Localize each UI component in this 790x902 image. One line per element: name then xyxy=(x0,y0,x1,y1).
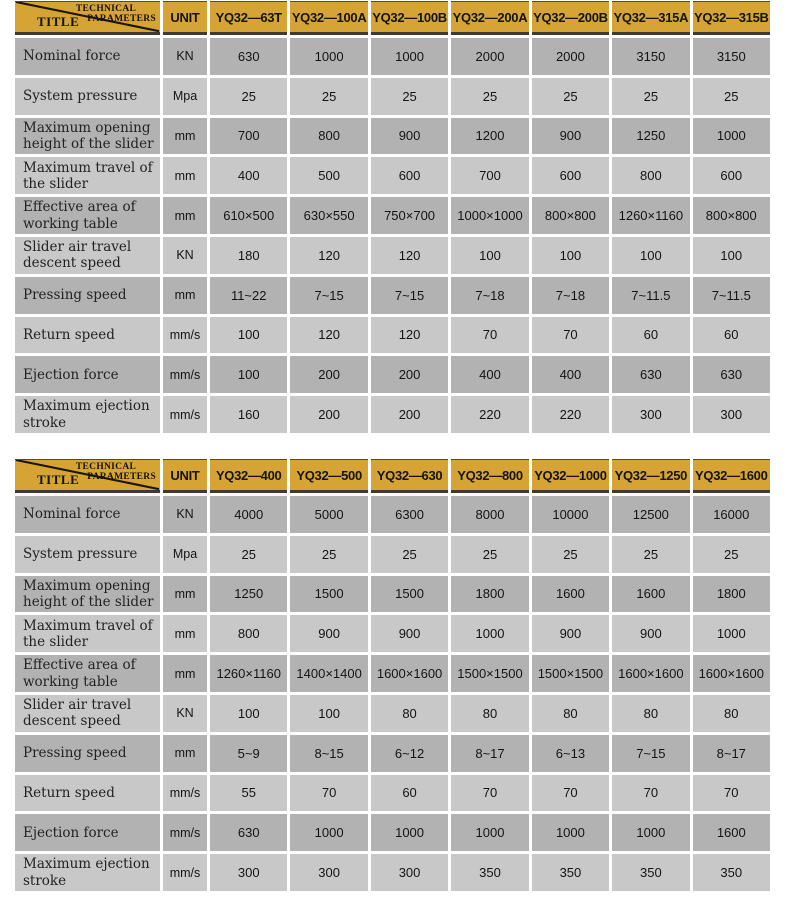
model-header-cell: YQ32—100B xyxy=(371,1,448,35)
value-cell: 630 xyxy=(210,814,287,851)
value-cell: 100 xyxy=(290,695,367,732)
model-header-cell: YQ32—1000 xyxy=(532,459,609,493)
value-cell: 900 xyxy=(532,615,609,652)
value-cell: 3150 xyxy=(612,38,689,75)
row-label-cell: Slider air travel descent speed xyxy=(15,695,160,732)
unit-cell: KN xyxy=(163,38,207,75)
unit-cell: mm/s xyxy=(163,317,207,354)
value-cell: 800×800 xyxy=(693,197,770,234)
row-label-cell: Nominal force xyxy=(15,38,160,75)
value-cell: 70 xyxy=(693,775,770,812)
value-cell: 220 xyxy=(532,396,609,433)
row-label-cell: Return speed xyxy=(15,775,160,812)
value-cell: 800 xyxy=(210,615,287,652)
value-cell: 400 xyxy=(532,356,609,393)
value-cell: 120 xyxy=(290,237,367,274)
row-label-cell: Maximum opening height of the slider xyxy=(15,118,160,155)
model-header-cell: YQ32—400 xyxy=(210,459,287,493)
value-cell: 1800 xyxy=(693,576,770,613)
value-cell: 16000 xyxy=(693,496,770,533)
value-cell: 600 xyxy=(532,157,609,194)
value-cell: 6~12 xyxy=(371,735,448,772)
value-cell: 25 xyxy=(210,536,287,573)
unit-cell: mm xyxy=(163,655,207,692)
value-cell: 25 xyxy=(693,536,770,573)
value-cell: 25 xyxy=(451,536,528,573)
model-header-cell: YQ32—100A xyxy=(290,1,367,35)
value-cell: 800 xyxy=(612,157,689,194)
value-cell: 100 xyxy=(451,237,528,274)
unit-cell: mm/s xyxy=(163,854,207,891)
value-cell: 1250 xyxy=(210,576,287,613)
value-cell: 4000 xyxy=(210,496,287,533)
value-cell: 7~18 xyxy=(532,277,609,314)
value-cell: 1000 xyxy=(612,814,689,851)
value-cell: 300 xyxy=(210,854,287,891)
corner-parameters-label: PARAMETERS xyxy=(87,472,156,482)
corner-title-label: TITLE xyxy=(37,472,80,487)
value-cell: 25 xyxy=(693,78,770,115)
unit-cell: mm xyxy=(163,277,207,314)
value-cell: 1600 xyxy=(532,576,609,613)
value-cell: 7~11.5 xyxy=(693,277,770,314)
value-cell: 400 xyxy=(451,356,528,393)
value-cell: 25 xyxy=(371,78,448,115)
value-cell: 70 xyxy=(532,317,609,354)
value-cell: 25 xyxy=(371,536,448,573)
value-cell: 700 xyxy=(210,118,287,155)
value-cell: 11~22 xyxy=(210,277,287,314)
value-cell: 1000 xyxy=(693,118,770,155)
value-cell: 1250 xyxy=(612,118,689,155)
value-cell: 8~15 xyxy=(290,735,367,772)
value-cell: 300 xyxy=(371,854,448,891)
model-header-cell: YQ32—315A xyxy=(612,1,689,35)
unit-cell: mm/s xyxy=(163,775,207,812)
row-label-cell: Maximum ejection stroke xyxy=(15,396,160,433)
value-cell: 6~13 xyxy=(532,735,609,772)
value-cell: 80 xyxy=(693,695,770,732)
value-cell: 800×800 xyxy=(532,197,609,234)
value-cell: 300 xyxy=(290,854,367,891)
value-cell: 5~9 xyxy=(210,735,287,772)
value-cell: 100 xyxy=(210,695,287,732)
unit-cell: mm xyxy=(163,576,207,613)
value-cell: 630 xyxy=(693,356,770,393)
value-cell: 1000×1000 xyxy=(451,197,528,234)
value-cell: 1000 xyxy=(532,814,609,851)
value-cell: 750×700 xyxy=(371,197,448,234)
value-cell: 6300 xyxy=(371,496,448,533)
unit-cell: Mpa xyxy=(163,78,207,115)
row-label-cell: Ejection force xyxy=(15,814,160,851)
value-cell: 900 xyxy=(612,615,689,652)
value-cell: 1000 xyxy=(290,814,367,851)
value-cell: 1500×1500 xyxy=(451,655,528,692)
value-cell: 1000 xyxy=(693,615,770,652)
value-cell: 1000 xyxy=(451,814,528,851)
row-label-cell: System pressure xyxy=(15,536,160,573)
value-cell: 600 xyxy=(371,157,448,194)
corner-technical-label: TECHNICAL xyxy=(75,462,137,472)
value-cell: 350 xyxy=(693,854,770,891)
value-cell: 80 xyxy=(451,695,528,732)
value-cell: 400 xyxy=(210,157,287,194)
row-label-cell: Return speed xyxy=(15,317,160,354)
row-label-cell: Maximum travel of the slider xyxy=(15,615,160,652)
value-cell: 25 xyxy=(290,78,367,115)
value-cell: 55 xyxy=(210,775,287,812)
table-gap xyxy=(15,433,770,459)
value-cell: 70 xyxy=(532,775,609,812)
corner-title-label: TITLE xyxy=(37,14,80,29)
value-cell: 60 xyxy=(693,317,770,354)
model-header-cell: YQ32—1600 xyxy=(693,459,770,493)
value-cell: 7~11.5 xyxy=(612,277,689,314)
value-cell: 1260×1160 xyxy=(612,197,689,234)
value-cell: 500 xyxy=(290,157,367,194)
unit-cell: mm/s xyxy=(163,814,207,851)
unit-cell: mm xyxy=(163,735,207,772)
value-cell: 80 xyxy=(371,695,448,732)
value-cell: 25 xyxy=(451,78,528,115)
value-cell: 1500×1500 xyxy=(532,655,609,692)
value-cell: 220 xyxy=(451,396,528,433)
value-cell: 630×550 xyxy=(290,197,367,234)
value-cell: 8000 xyxy=(451,496,528,533)
row-label-cell: Maximum travel of the slider xyxy=(15,157,160,194)
value-cell: 120 xyxy=(371,317,448,354)
row-label-cell: Effective area of working table xyxy=(15,655,160,692)
value-cell: 200 xyxy=(290,356,367,393)
value-cell: 60 xyxy=(612,317,689,354)
row-label-cell: Maximum ejection stroke xyxy=(15,854,160,891)
unit-cell: mm xyxy=(163,615,207,652)
value-cell: 8~17 xyxy=(693,735,770,772)
value-cell: 25 xyxy=(532,78,609,115)
value-cell: 1000 xyxy=(451,615,528,652)
unit-cell: mm xyxy=(163,197,207,234)
unit-cell: mm xyxy=(163,157,207,194)
value-cell: 200 xyxy=(371,356,448,393)
value-cell: 2000 xyxy=(532,38,609,75)
row-label-cell: System pressure xyxy=(15,78,160,115)
model-header-cell: YQ32—200A xyxy=(451,1,528,35)
corner-technical-label: TECHNICAL xyxy=(75,4,137,14)
value-cell: 70 xyxy=(290,775,367,812)
value-cell: 25 xyxy=(612,536,689,573)
value-cell: 100 xyxy=(693,237,770,274)
value-cell: 900 xyxy=(371,118,448,155)
row-label-cell: Pressing speed xyxy=(15,735,160,772)
unit-cell: mm xyxy=(163,118,207,155)
value-cell: 8~17 xyxy=(451,735,528,772)
value-cell: 12500 xyxy=(612,496,689,533)
row-label-cell: Pressing speed xyxy=(15,277,160,314)
value-cell: 7~15 xyxy=(290,277,367,314)
value-cell: 60 xyxy=(371,775,448,812)
row-label-cell: Ejection force xyxy=(15,356,160,393)
corner-parameters-label: PARAMETERS xyxy=(87,14,156,24)
corner-header-cell xyxy=(15,1,160,35)
value-cell: 610×500 xyxy=(210,197,287,234)
value-cell: 180 xyxy=(210,237,287,274)
value-cell: 7~18 xyxy=(451,277,528,314)
unit-cell: KN xyxy=(163,496,207,533)
row-label-cell: Slider air travel descent speed xyxy=(15,237,160,274)
value-cell: 1600 xyxy=(693,814,770,851)
value-cell: 70 xyxy=(451,775,528,812)
value-cell: 1500 xyxy=(371,576,448,613)
value-cell: 25 xyxy=(532,536,609,573)
value-cell: 630 xyxy=(210,38,287,75)
value-cell: 1000 xyxy=(371,814,448,851)
row-label-cell: Maximum opening height of the slider xyxy=(15,576,160,613)
value-cell: 1000 xyxy=(371,38,448,75)
unit-header-cell: UNIT xyxy=(163,459,207,493)
value-cell: 25 xyxy=(210,78,287,115)
spec-table-small-models xyxy=(15,1,770,433)
value-cell: 900 xyxy=(371,615,448,652)
value-cell: 800 xyxy=(290,118,367,155)
model-header-cell: YQ32—315B xyxy=(693,1,770,35)
value-cell: 80 xyxy=(532,695,609,732)
value-cell: 300 xyxy=(693,396,770,433)
value-cell: 1800 xyxy=(451,576,528,613)
model-header-cell: YQ32—630 xyxy=(371,459,448,493)
value-cell: 200 xyxy=(290,396,367,433)
value-cell: 1500 xyxy=(290,576,367,613)
value-cell: 100 xyxy=(210,356,287,393)
value-cell: 160 xyxy=(210,396,287,433)
value-cell: 1600×1600 xyxy=(371,655,448,692)
value-cell: 200 xyxy=(371,396,448,433)
model-header-cell: YQ32—800 xyxy=(451,459,528,493)
row-label-cell: Nominal force xyxy=(15,496,160,533)
model-header-cell: YQ32—1250 xyxy=(612,459,689,493)
value-cell: 7~15 xyxy=(612,735,689,772)
value-cell: 350 xyxy=(451,854,528,891)
unit-header-cell: UNIT xyxy=(163,1,207,35)
unit-cell: KN xyxy=(163,237,207,274)
value-cell: 100 xyxy=(612,237,689,274)
row-label-cell: Effective area of working table xyxy=(15,197,160,234)
value-cell: 900 xyxy=(290,615,367,652)
value-cell: 1600×1600 xyxy=(693,655,770,692)
value-cell: 100 xyxy=(210,317,287,354)
value-cell: 350 xyxy=(532,854,609,891)
unit-cell: mm/s xyxy=(163,356,207,393)
value-cell: 25 xyxy=(612,78,689,115)
spec-table-large-models xyxy=(15,459,770,891)
value-cell: 5000 xyxy=(290,496,367,533)
value-cell: 2000 xyxy=(451,38,528,75)
value-cell: 350 xyxy=(612,854,689,891)
value-cell: 70 xyxy=(451,317,528,354)
value-cell: 900 xyxy=(532,118,609,155)
unit-cell: KN xyxy=(163,695,207,732)
value-cell: 80 xyxy=(612,695,689,732)
value-cell: 70 xyxy=(612,775,689,812)
unit-cell: mm/s xyxy=(163,396,207,433)
model-header-cell: YQ32—200B xyxy=(532,1,609,35)
value-cell: 1400×1400 xyxy=(290,655,367,692)
value-cell: 120 xyxy=(371,237,448,274)
value-cell: 120 xyxy=(290,317,367,354)
value-cell: 1600 xyxy=(612,576,689,613)
model-header-cell: YQ32—63T xyxy=(210,1,287,35)
value-cell: 100 xyxy=(532,237,609,274)
value-cell: 600 xyxy=(693,157,770,194)
corner-header-cell xyxy=(15,459,160,493)
value-cell: 3150 xyxy=(693,38,770,75)
value-cell: 1600×1600 xyxy=(612,655,689,692)
value-cell: 1000 xyxy=(290,38,367,75)
value-cell: 1200 xyxy=(451,118,528,155)
value-cell: 700 xyxy=(451,157,528,194)
value-cell: 1260×1160 xyxy=(210,655,287,692)
value-cell: 7~15 xyxy=(371,277,448,314)
value-cell: 25 xyxy=(290,536,367,573)
model-header-cell: YQ32—500 xyxy=(290,459,367,493)
value-cell: 10000 xyxy=(532,496,609,533)
unit-cell: Mpa xyxy=(163,536,207,573)
value-cell: 630 xyxy=(612,356,689,393)
value-cell: 300 xyxy=(612,396,689,433)
